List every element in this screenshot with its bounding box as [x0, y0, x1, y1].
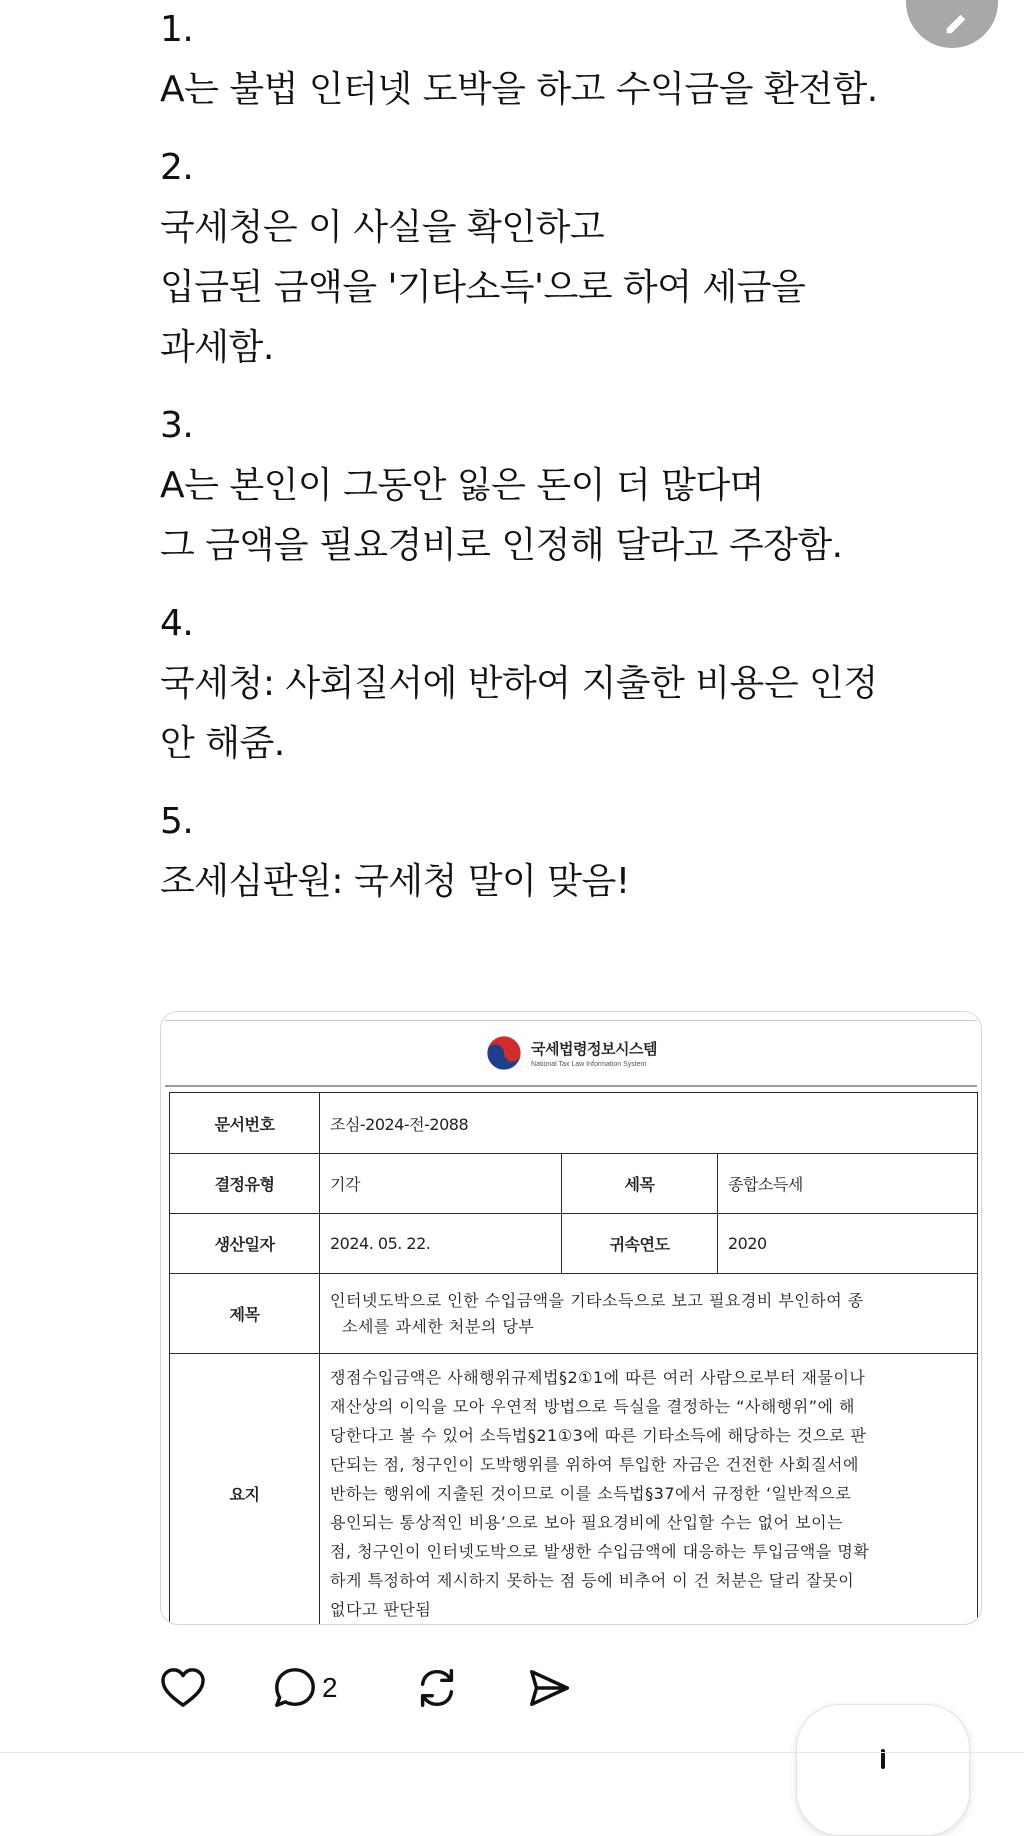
table-row [170, 1093, 978, 1154]
summary-line: 점, 청구인이 인터넷도박으로 발생한 수입금액에 대응하는 투입금액을 명확 [330, 1542, 870, 1561]
comment-button[interactable] [272, 1664, 414, 1712]
table-row [170, 1154, 978, 1214]
doc-number-value: 조심-2024-전-2088 [320, 1093, 978, 1154]
repost-icon [414, 1665, 460, 1711]
share-button[interactable] [526, 1664, 586, 1712]
paragraph-line: 과세함. [160, 327, 274, 368]
paragraph-line: 그 금액을 필요경비로 인정해 달라고 주장함. [160, 525, 843, 566]
logo-name-ko: 국세법령정보시스템 [531, 1040, 657, 1058]
comment-count: 2 [322, 1672, 338, 1703]
summary-line: 재산상의 이익을 모아 우연적 방법으로 득실을 결정하는 “사해행위”에 해 [330, 1397, 855, 1416]
scroll-down-button[interactable] [796, 1704, 970, 1836]
table-row [170, 1274, 978, 1354]
paragraph-line: 국세청: 사회질서에 반하여 지출한 비용은 인정 [160, 663, 878, 704]
paragraph-line: 국세청은 이 사실을 확인하고 [160, 207, 605, 248]
repost-button[interactable] [414, 1664, 526, 1712]
paragraph-number: 3. [160, 405, 194, 446]
tax-item-value: 종합소득세 [718, 1154, 978, 1214]
paragraph-line: A는 불법 인터넷 도박을 하고 수익금을 환전함. [160, 69, 878, 110]
divider [0, 1752, 1024, 1753]
attached-image[interactable] [160, 1011, 982, 1625]
paragraph-number: 2. [160, 147, 194, 188]
taegeuk-icon [485, 1034, 523, 1072]
comment-icon [272, 1665, 318, 1711]
decision-type-value: 기각 [320, 1154, 562, 1214]
send-icon [526, 1665, 572, 1711]
paragraph-3 [160, 396, 990, 576]
table-row [170, 1354, 978, 1626]
summary-line: 단되는 점, 청구인이 도박행위를 위하여 투입한 자금은 건전한 사회질서에 [330, 1455, 859, 1474]
paragraph-5 [160, 792, 990, 912]
table-row [170, 1214, 978, 1274]
tax-item-label: 세목 [562, 1154, 718, 1214]
summary-line: 쟁점수입금액은 사해행위규제법§2①1에 따른 여러 사람으로부터 재물이나 [330, 1368, 866, 1387]
summary-line: 하게 특정하여 제시하지 못하는 점 등에 비추어 이 건 처분은 달리 잘못이 [330, 1571, 855, 1590]
summary-line: 당한다고 볼 수 있어 소득법§21①3에 따른 기타소득에 해당하는 것으로 판 [330, 1426, 867, 1445]
produced-date-label: 생산일자 [170, 1214, 320, 1274]
paragraph-line: 조세심판원: 국세청 말이 맞음! [160, 861, 630, 902]
paragraph-number: 4. [160, 603, 194, 644]
produced-date-value: 2024. 05. 22. [320, 1214, 562, 1274]
document-table [169, 1092, 978, 1625]
paragraph-line: 안 해줌. [160, 723, 285, 764]
post-actions [160, 1664, 586, 1712]
like-button[interactable] [160, 1664, 272, 1712]
paragraph-number: 5. [160, 801, 194, 842]
attribution-year-label: 귀속연도 [562, 1214, 718, 1274]
title-value [320, 1274, 978, 1354]
title-line: 인터넷도박으로 인한 수입금액을 기타소득으로 보고 필요경비 부인하여 종 [330, 1290, 864, 1310]
doc-number-label: 문서번호 [170, 1093, 320, 1154]
paragraph-2 [160, 138, 990, 378]
paragraph-line: 입금된 금액을 '기타소득'으로 하여 세금을 [160, 267, 806, 308]
paragraph-1 [160, 0, 990, 120]
heart-icon [160, 1667, 206, 1709]
title-line: 소세를 과세한 처분의 당부 [342, 1316, 535, 1336]
summary-label: 요지 [170, 1354, 320, 1626]
summary-line: 없다고 판단됨 [330, 1600, 432, 1619]
paragraph-number: 1. [160, 9, 194, 50]
summary-value [320, 1354, 978, 1626]
post-body [160, 0, 990, 912]
logo-name-en: National Tax Law Information System [531, 1061, 647, 1068]
summary-line: 반하는 행위에 지출된 것이므로 이를 소득법§37에서 규정한 ‘일반적으로 [330, 1484, 852, 1503]
summary-line: 용인되는 통상적인 비용’으로 보아 필요경비에 산입할 수는 없어 보이는 [330, 1513, 843, 1532]
attribution-year-value: 2020 [718, 1214, 978, 1274]
nts-logo [485, 1034, 657, 1072]
title-label: 제목 [170, 1274, 320, 1354]
paragraph-4 [160, 594, 990, 774]
paragraph-line: A는 본인이 그동안 잃은 돈이 더 많다며 [160, 465, 764, 506]
decision-type-label: 결정유형 [170, 1154, 320, 1214]
document-header [165, 1020, 977, 1087]
